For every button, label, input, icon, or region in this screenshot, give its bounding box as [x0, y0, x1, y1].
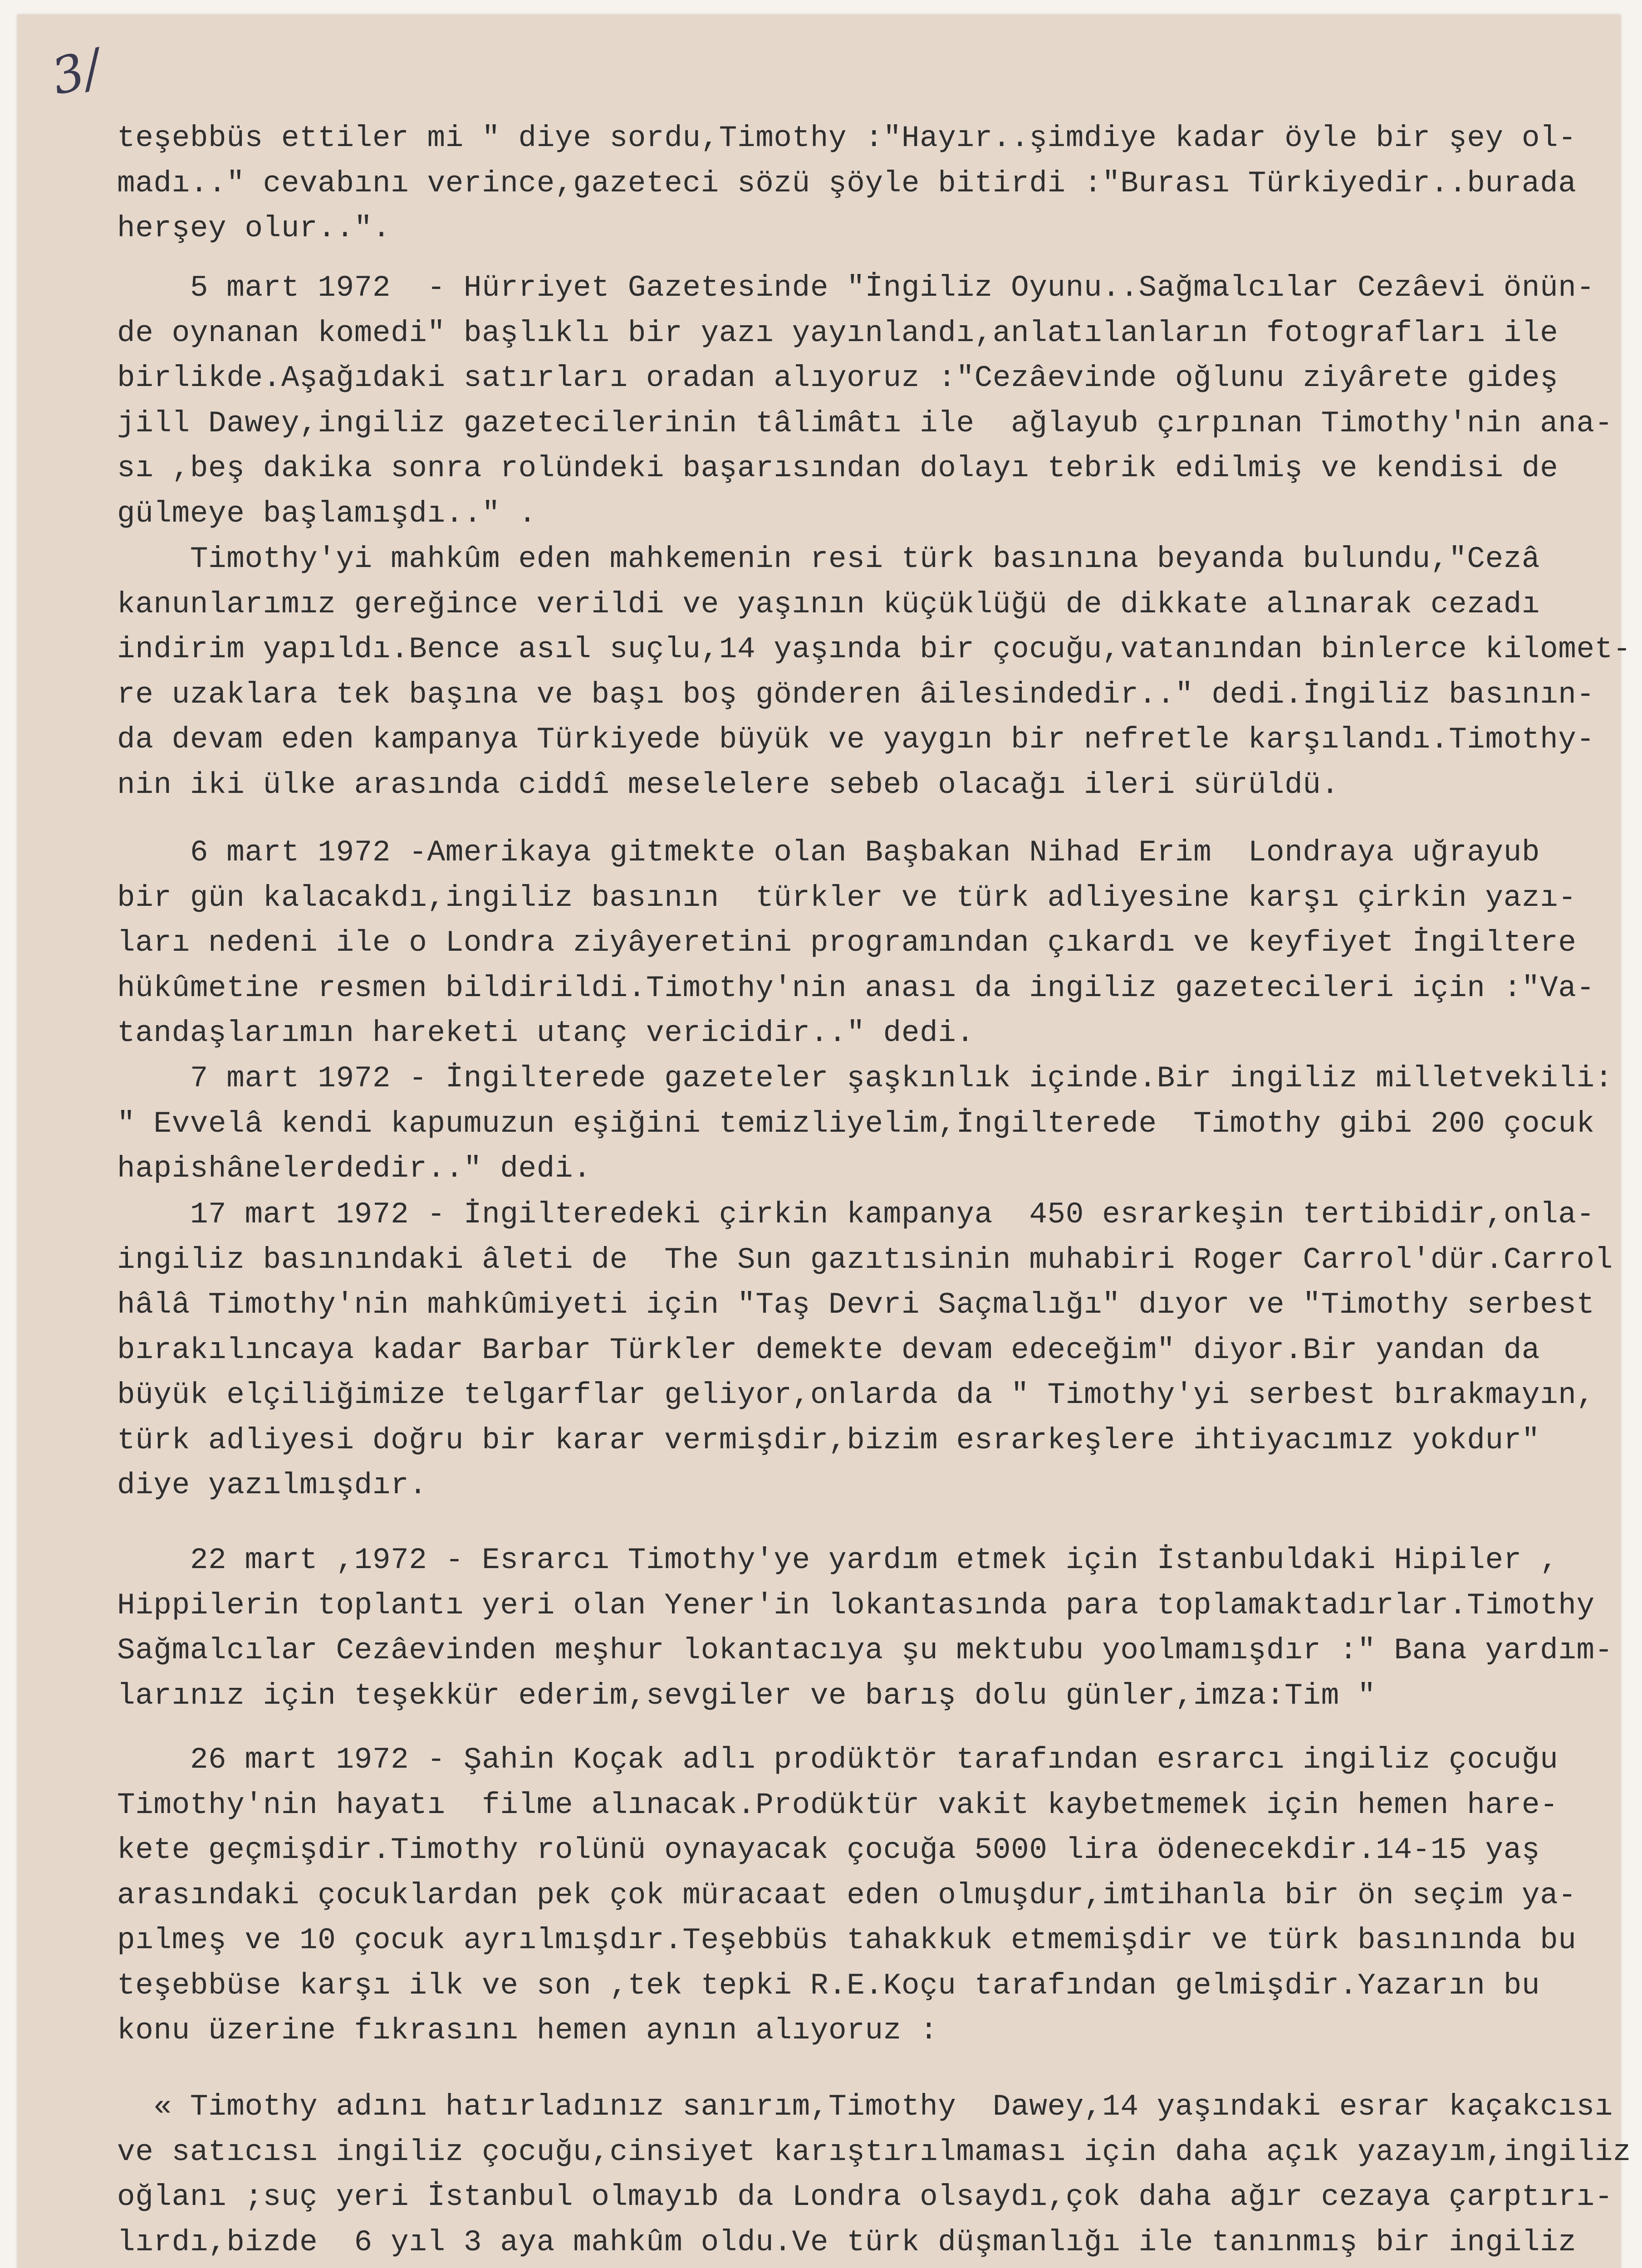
paragraph-2 [117, 265, 1619, 536]
text-line: nin iki ülke arasında ciddî meselelere sebeb olacağı ileri sürüldü. [117, 767, 1339, 802]
paragraph-3 [117, 537, 1632, 807]
text-line: kete geçmişdir.Timothy rolünü oynayacak çocuğa 5000 lira ödenecekdir.14-15 yaş [117, 1833, 1540, 1867]
text-line: 17 mart 1972 - İngilteredeki çirkin kampanya 450 esrarkeşin tertibidir,onla- [117, 1198, 1595, 1232]
text-line: madı.." cevabını verince,gazeteci sözü şöyle bitirdi :"Burası Türkiyedir..burada [117, 166, 1577, 200]
text-line: jill Dawey,ingiliz gazetecilerinin tâlimâtı ile ağlayub çırpınan Timothy'nin ana- [117, 406, 1613, 440]
text-line: larınız için teşekkür ederim,sevgiler ve barış dolu günler,imza:Tim " [117, 1678, 1376, 1713]
text-line: hapishânelerdedir.." dedi. [117, 1152, 592, 1186]
text-line: tandaşlarımın hareketi utanç vericidir.." dedi. [117, 1016, 975, 1050]
page-number: 3/ [46, 38, 107, 107]
paragraph-5 [117, 1056, 1619, 1192]
text-line: 6 mart 1972 -Amerikaya gitmekte olan Başbakan Nihad Erim Londraya uğrayub [117, 836, 1540, 870]
text-line: Hippilerin toplantı yeri olan Yener'in lokantasında para toplamaktadırlar.Timothy [117, 1588, 1595, 1623]
text-line: birlikde.Aşağıdaki satırları oradan alıyoruz :"Cezâevinde oğlunu ziyârete gideş [117, 361, 1559, 395]
text-line: ve satıcısı ingiliz çocuğu,cinsiyet karıştırılmaması için daha açık yazayım,ingiliz [117, 2135, 1632, 2169]
text-line: sı ,beş dakika sonra rolündeki başarısından dolayı tebrik edilmiş ve kendisi de [117, 451, 1559, 485]
text-line: 22 mart ,1972 - Esrarcı Timothy'ye yardım etmek için İstanbuldaki Hipiler , [117, 1543, 1559, 1577]
paragraph-9 [117, 2084, 1632, 2265]
text-line: lırdı,bizde 6 yıl 3 aya mahkûm oldu.Ve türk düşmanlığı ile tanınmış bir ingiliz [117, 2225, 1577, 2259]
text-line: bırakılıncaya kadar Barbar Türkler demekte devam edeceğim" diyor.Bir yandan da [117, 1333, 1540, 1367]
paragraph-7 [117, 1538, 1619, 1718]
text-line: ları nedeni ile o Londra ziyâyeretini programından çıkardı ve keyfiyet İngiltere [117, 926, 1577, 960]
text-line: hâlâ Timothy'nin mahkûmiyeti için "Taş Devri Saçmalığı" dıyor ve "Timothy serbest [117, 1288, 1595, 1322]
paragraph-8 [117, 1737, 1619, 2053]
text-line: ingiliz basınındaki âleti de The Sun gazıtısinin muhabiri Roger Carrol'dür.Carrol [117, 1242, 1613, 1277]
text-line: bir gün kalacakdı,ingiliz basının türkler ve türk adliyesine karşı çirkin yazı- [117, 880, 1577, 915]
text-line: herşey olur..". [117, 211, 391, 245]
text-line: Sağmalcılar Cezâevinden meşhur lokantacıya şu mektubu yoolmamışdır :" Bana yardım- [117, 1633, 1613, 1667]
text-line: türk adliyesi doğru bir karar vermişdir,bizim esrarkeşlere ihtiyacımız yokdur" [117, 1423, 1540, 1457]
text-line: büyük elçiliğimize telgarflar geliyor,onlarda da " Timothy'yi serbest bırakmayın, [117, 1378, 1595, 1412]
text-line: arasındaki çocuklardan pek çok müracaat eden olmuşdur,imtihanla bir ön seçim ya- [117, 1878, 1577, 1912]
text-line: teşebbüse karşı ilk ve son ,tek tepki R.E.Koçu tarafından gelmişdir.Yazarın bu [117, 1968, 1540, 2003]
paragraph-1 [117, 116, 1619, 251]
text-line: de oynanan komedi" başlıklı bir yazı yayınlandı,anlatılanların fotografları ile [117, 316, 1559, 350]
text-line: 26 mart 1972 - Şahin Koçak adlı prodüktör tarafından esrarcı ingiliz çocuğu [117, 1743, 1559, 1777]
paragraph-6 [117, 1192, 1619, 1508]
text-line: 7 mart 1972 - İngilterede gazeteler şaşkınlık içinde.Bir ingiliz milletvekili: [117, 1061, 1613, 1095]
text-line: indirim yapıldı.Bence asıl suçlu,14 yaşında bir çocuğu,vatanından binlerce kilomet- [117, 632, 1632, 666]
text-line: Timothy'yi mahkûm eden mahkemenin resi türk basınına beyanda bulundu,"Cezâ [117, 542, 1540, 576]
text-line: re uzaklara tek başına ve başı boş gönderen âilesindedir.." dedi.İngiliz basının- [117, 677, 1595, 712]
text-line: kanunlarımız gereğince verildi ve yaşının küçüklüğü de dikkate alınarak cezadı [117, 587, 1540, 621]
text-line: hükûmetine resmen bildirildi.Timothy'nin anası da ingiliz gazetecileri için :"Va- [117, 971, 1595, 1005]
text-line: pılmeş ve 10 çocuk ayrılmışdır.Teşebbüs tahakkuk etmemişdir ve türk basınında bu [117, 1923, 1577, 1957]
text-line: da devam eden kampanya Türkiyede büyük ve yaygın bir nefretle karşılandı.Timothy- [117, 723, 1595, 757]
paragraph-4 [117, 830, 1619, 1056]
text-line: teşebbüs ettiler mi " diye sordu,Timothy :"Hayır..şimdiye kadar öyle bir şey ol- [117, 121, 1577, 155]
text-line: " Evvelâ kendi kapumuzun eşiğini temizliyelim,İngilterede Timothy gibi 200 çocuk [117, 1106, 1595, 1141]
text-line: Timothy'nin hayatı filme alınacak.Prodüktür vakit kaybetmemek için hemen hare- [117, 1788, 1559, 1822]
text-line: diye yazılmışdır. [117, 1468, 427, 1502]
text-line: « Timothy adını hatırladınız sanırım,Timothy Dawey,14 yaşındaki esrar kaçakcısı [117, 2090, 1613, 2124]
text-line: gülmeye başlamışdı.." . [117, 496, 537, 531]
text-line: oğlanı ;suç yeri İstanbul olmayıb da Londra olsaydı,çok daha ağır cezaya çarptırı- [117, 2180, 1613, 2214]
text-line: konu üzerine fıkrasını hemen aynın alıyoruz : [117, 2014, 938, 2048]
text-line: 5 mart 1972 - Hürriyet Gazetesinde "İngiliz Oyunu..Sağmalcılar Cezâevi önün- [117, 271, 1595, 305]
